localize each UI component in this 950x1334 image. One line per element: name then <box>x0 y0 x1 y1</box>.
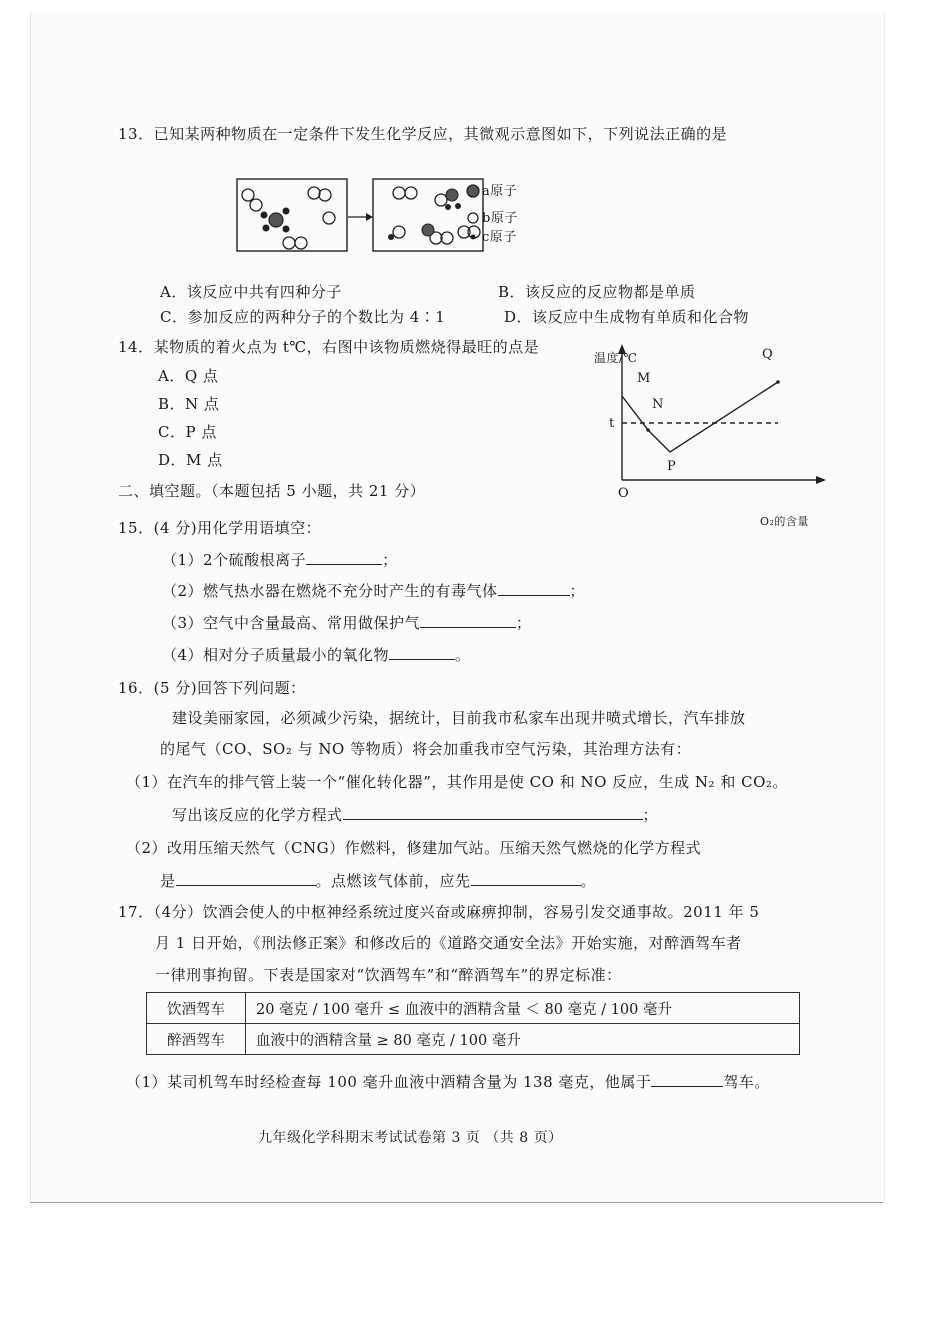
table-cell-type: 醉酒驾车 <box>147 1024 246 1055</box>
q15-item-1: （1）2个硫酸根离子 ； <box>162 551 398 569</box>
q16-part-1: （1）在汽车的排气管上装一个“催化转化器”，其作用是使 CO 和 NO 反应，生成 N₂ 和 CO₂。 <box>126 773 788 791</box>
q15-item-4: （4）相对分子质量最小的氧化物 。 <box>162 646 471 664</box>
graph-point-p: P <box>667 459 677 474</box>
q15-item-2: （2）燃气热水器在燃烧不充分时产生的有毒气体 ； <box>162 582 586 600</box>
q16-part-2-answer: 是 。点燃该气体前，应先 。 <box>160 872 597 890</box>
graph-y-axis-label: 温度/℃ <box>594 351 638 365</box>
q16-stem: 16．(5 分)回答下列问题： <box>118 679 306 697</box>
q13-stem: 13．已知某两种物质在一定条件下发生化学反应，其微观示意图如下，下列说法正确的是 <box>118 125 728 143</box>
q13-option-d: D．该反应中生成物有单质和化合物 <box>504 308 750 326</box>
q16-part-2: （2）改用压缩天然气（CNG）作燃料，修建加气站。压缩天然气燃烧的化学方程式 <box>126 839 702 857</box>
table-row <box>147 993 800 1024</box>
q14-option-c: C．P 点 <box>158 423 217 441</box>
q16-intro-line-2: 的尾气（CO、SO₂ 与 NO 等物质）将会加重我市空气污染，其治理方法有： <box>160 740 692 758</box>
graph-origin-label: O <box>618 486 630 501</box>
graph-point-m: M <box>637 371 651 386</box>
q17-sub-1: （1）某司机驾车时经检查每 100 毫升血液中酒精含量为 138 毫克，他属于 驾车。 <box>126 1073 770 1091</box>
q17-line-3: 一律刑事拘留。下表是国家对“饮酒驾车”和“醉酒驾车”的界定标准： <box>155 966 622 984</box>
q14-option-d: D．M 点 <box>158 451 223 469</box>
table-cell-standard: 20 毫克 / 100 毫升 ≤ 血液中的酒精含量 ＜ 80 毫克 / 100 毫升 <box>246 993 800 1024</box>
drink-driving-standard-table <box>146 992 800 1055</box>
page-footer: 九年级化学科期末考试试卷第 3 页 （共 8 页） <box>258 1130 563 1146</box>
q16-intro-line-1: 建设美丽家园，必须减少污染，据统计，目前我市私家车出现井喷式增长，汽车排放 <box>172 709 746 727</box>
page-bottom-edge <box>30 1202 883 1203</box>
q14-stem: 14．某物质的着火点为 t℃，右图中该物质燃烧得最旺的点是 <box>118 338 540 356</box>
q17-line-2: 月 1 日开始，《刑法修正案》和修改后的《道路交通安全法》开始实施，对醉酒驾车者 <box>155 934 742 952</box>
q15-stem: 15．(4 分)用化学用语填空： <box>118 519 322 537</box>
graph-point-q: Q <box>762 347 774 362</box>
atom-legend-icons <box>466 183 480 243</box>
graph-point-n: N <box>652 397 664 412</box>
graph-t-label: t <box>609 416 615 431</box>
legend-b-atom: b原子 <box>482 211 518 226</box>
section-2-heading: 二、填空题。（本题包括 5 小题，共 21 分） <box>118 482 426 500</box>
q16-part-1-equation: 写出该反应的化学方程式 ； <box>172 806 659 824</box>
q13-option-c: C．参加反应的两种分子的个数比为 4∶1 <box>160 308 446 326</box>
q14-option-b: B．N 点 <box>158 395 220 413</box>
q17-line-1: 17．（4分）饮酒会使人的中枢神经系统过度兴奋或麻痹抑制，容易引发交通事故。2011 年 5 <box>118 903 760 921</box>
graph-x-axis-label: O₂的含量 <box>760 515 809 528</box>
table-cell-standard: 血液中的酒精含量 ≥ 80 毫克 / 100 毫升 <box>246 1024 800 1055</box>
q15-item-3: （3）空气中含量最高、常用做保护气 ； <box>162 614 532 632</box>
q14-option-a: A．Q 点 <box>158 367 219 385</box>
legend-a-atom: a原子 <box>482 184 518 199</box>
q13-option-a: A．该反应中共有四种分子 <box>160 283 342 301</box>
table-cell-type: 饮酒驾车 <box>147 993 246 1024</box>
table-row <box>147 1024 800 1055</box>
legend-c-atom: c原子 <box>482 230 517 245</box>
q13-option-b: B．该反应的反应物都是单质 <box>498 283 696 301</box>
